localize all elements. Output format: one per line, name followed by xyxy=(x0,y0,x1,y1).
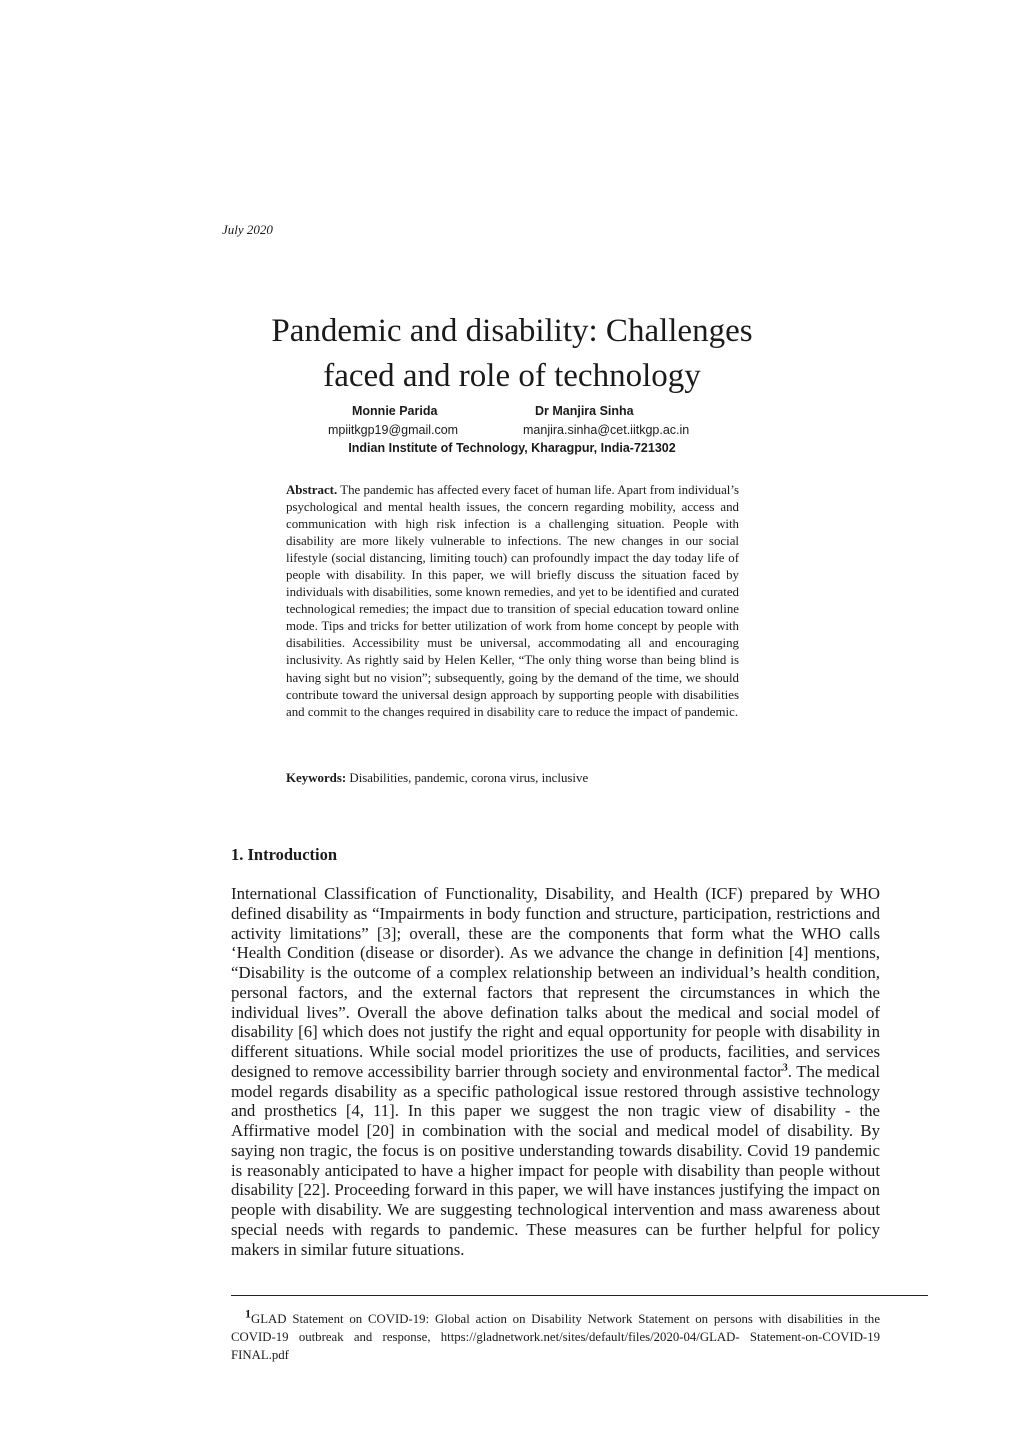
footnote-marker: 1 xyxy=(245,1306,251,1321)
keywords-text: Disabilities, pandemic, corona virus, inclusive xyxy=(349,771,589,785)
footnote-reference: 3 xyxy=(782,1062,788,1074)
author-1-email: mpiitkgp19@gmail.com xyxy=(328,423,459,437)
paper-title-line-2: faced and role of technology xyxy=(323,358,701,394)
footnote xyxy=(231,1306,880,1364)
footnote-text: GLAD Statement on COVID-19: Global action on Disability Network Statement on persons with disabilities in the COVID-19 outbreak and response, https://gladnetwork.net/sites/default/files/2020-04/GLAD- Statement-on-COVID-19 FINAL.pdf xyxy=(231,1312,880,1362)
section-heading-introduction: 1. Introduction xyxy=(231,845,338,864)
introduction-text-part-1: International Classification of Functionality, Disability, and Health (ICF) prepared by WHO defined disability as “Impairments in body function and structure, participation, restrictions and activity limitations” [3]; overall, these are the components that form what the WHO calls ‘Health Condition (disease or disorder). As we advance the change in definition [4] mentions, “Disability is the outcome of a complex relationship between an individual’s health condition, personal factors, and the external factors that represent the circumstances in which the individual lives”. Overall the above defination talks about the medical and social model of disability [6] which does not justify the right and equal opportunity for people with disability in different situations. While social model prioritizes the use of products, facilities, and services designed to remove accessibility barrier through society and environmental factor xyxy=(231,884,880,1081)
keywords-block xyxy=(286,771,588,786)
introduction-text-part-2: . The medical model regards disability as a specific pathological issue restored through assistive technology and prosthetics [4, 11]. In this paper we suggest the non tragic view of disability - the Affirmative model [20] in combination with the social and medical model of disability. By saying non tragic, the focus is on positive understanding towards disability. Covid 19 pandemic is reasonably anticipated to have a higher impact for people with disability than people without disability [22]. Proceeding forward in this paper, we will have instances justifying the impact on people with disability. We are suggesting technological intervention and mass awareness about special needs with regards to pandemic. These measures can be further helpful for policy makers in similar future situations. xyxy=(231,1061,880,1259)
paper-date: July 2020 xyxy=(222,222,273,237)
author-affiliation: Indian Institute of Technology, Kharagpur, India-721302 xyxy=(348,441,676,455)
abstract-text: The pandemic has affected every facet of human life. Apart from individual’s psychological and mental health issues, the concern regarding mobility, access and communication with high risk infection is a challenging situation. People with disability are more likely vulnerable to infections. The new changes in our social lifestyle (social distancing, limiting touch) can profoundly impact the day today life of people with disability. In this paper, we will briefly discuss the situation faced by individuals with disabilities, some known remedies, and yet to be identified and curated technological remedies; the impact due to transition of special education toward online mode. Tips and tricks for better utilization of work from home concept by people with disabilities. Accessibility must be universal, accommodating all and encouraging inclusivity. As rightly said by Helen Keller, “The only thing worse than being blind is having sight but no vision”; subsequently, going by the demand of the time, we should contribute toward the universal design approach by supporting people with disabilities and commit to the changes required in disability care to reduce the impact of pandemic. xyxy=(286,483,739,719)
footnote-divider xyxy=(231,1295,928,1296)
paper-title xyxy=(200,309,824,399)
abstract-block xyxy=(286,482,739,721)
introduction-paragraph xyxy=(231,884,880,1259)
keywords-label: Keywords: xyxy=(286,771,347,785)
author-1-name: Monnie Parida xyxy=(352,404,438,418)
author-2-email: manjira.sinha@cet.iitkgp.ac.in xyxy=(523,423,690,437)
author-2-name: Dr Manjira Sinha xyxy=(535,404,634,418)
paper-title-line-1: Pandemic and disability: Challenges xyxy=(271,313,753,349)
abstract-label: Abstract. xyxy=(286,483,338,497)
